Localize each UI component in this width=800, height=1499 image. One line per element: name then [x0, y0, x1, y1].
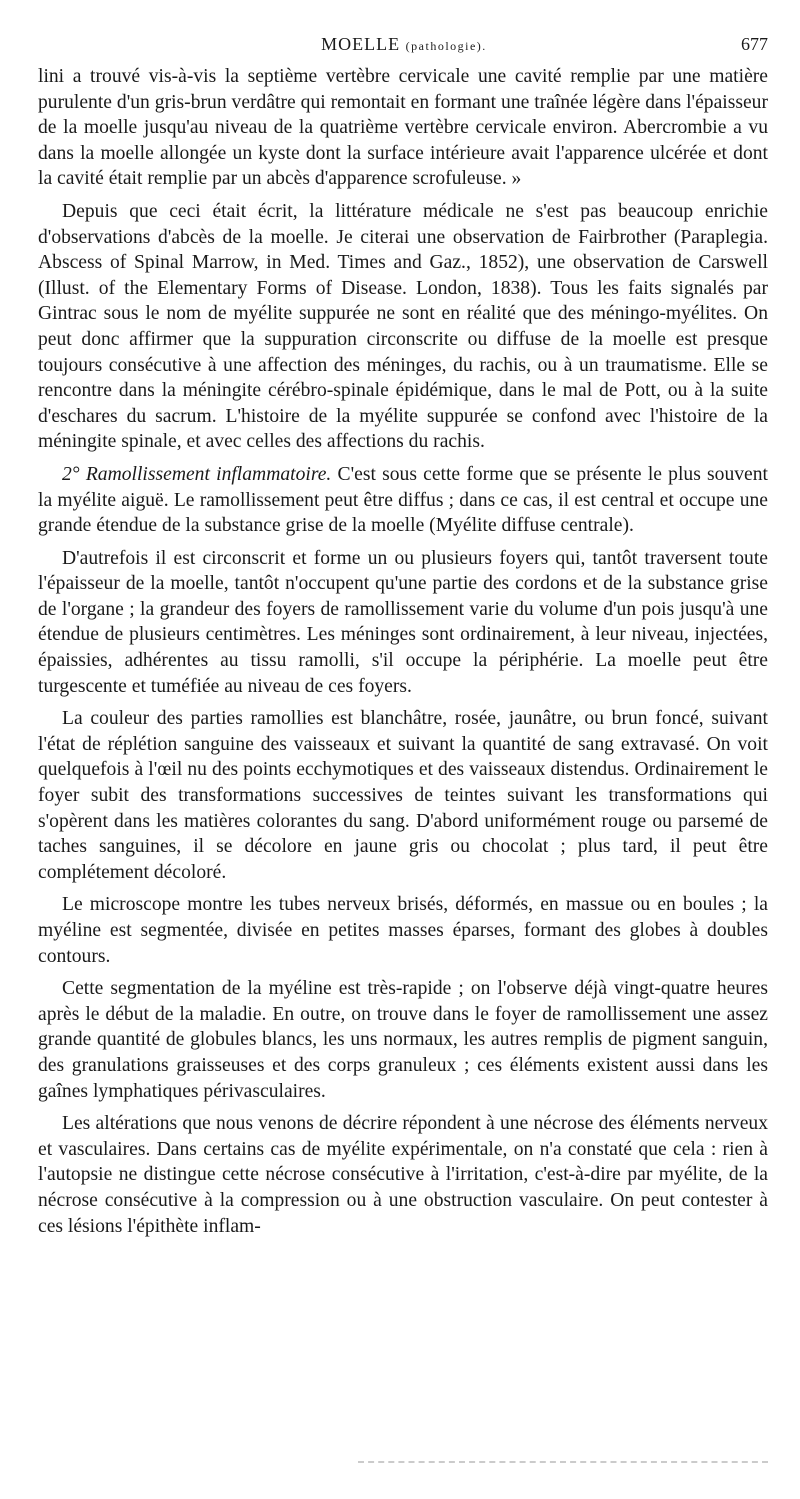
paragraph: Depuis que ceci était écrit, la littérature médicale ne s'est pas beaucoup enrichie d'observations d'abcès de la moelle. Je citerai une observation de Fairbrother (Paraplegia. Abscess of Spinal Marrow, in Med. Times and Gaz., 1852), une observation de Carswell (Illust. of the Elementary Forms of Disease. London, 1838). Tous les faits signalés par Gintrac sous le nom de myélite suppurée ne sont en réalité que des méningo-myélites. On peut donc affirmer que la suppuration circonscrite ou diffuse de la moelle est presque toujours consécutive à une affection des méninges, du rachis, ou à un traumatisme. Elle se rencontre dans la méningite cérébro-spinale épidémique, dans le mal de Pott, ou à la suite d'eschares du sacrum. L'histoire de la myélite suppurée se confond avec l'histoire de la méningite spinale, et avec celles des affections du rachis. — [38, 200, 768, 453]
paragraph: D'autrefois il est circonscrit et forme un ou plusieurs foyers qui, tantôt traversent toute l'épaisseur de la moelle, tantôt n'occupent qu'une partie des cordons et de la substance grise de l'organe ; la grandeur des foyers de ramollissement varie du volume d'un pois jusqu'à une étendue de plusieurs centimètres. Les méninges sont ordinairement, à leur niveau, injectées, épaissies, adhérentes au tissu ramolli, s'il occupe la périphérie. La moelle peut être turgescente et tuméfiée au niveau de ces foyers. — [38, 547, 768, 697]
section-heading: 2° Ramollissement inflammatoire. — [62, 463, 332, 485]
running-title-sub: (pathologie). — [405, 39, 487, 53]
paragraph-text: C'est sous cette forme que se présente le plus souvent la myélite aiguë. Le ramollissement peut être diffus ; dans ce cas, il est central et occupe une grande étendue de la substance grise de la moelle (Myélite diffuse centrale). — [38, 463, 768, 537]
bleed-through-marks — [358, 1461, 768, 1463]
body-text — [38, 64, 768, 1239]
running-title-main: MOELLE — [321, 34, 401, 54]
running-header — [40, 34, 768, 58]
paragraph: La couleur des parties ramollies est blanchâtre, rosée, jaunâtre, ou brun foncé, suivant l'état de réplétion sanguine des vaisseaux et suivant la quantité de sang extravasé. On voit quelquefois à l'œil nu des points ecchymotiques et des vaisseaux distendus. Ordinairement le foyer subit des transformations successives de teintes suivant les transformations qui s'opèrent dans les matières colorantes du sang. D'abord uniformément rouge ou parsemé de taches sanguines, il se décolore en jaune gris ou chocolat ; plus tard, il peut être complétement décoloré. — [38, 708, 768, 883]
paragraph: Les altérations que nous venons de décrire répondent à une nécrose des éléments nerveux et vasculaires. Dans certains cas de myélite expérimentale, on n'a constaté que cela : rien à l'autopsie ne distingue cette nécrose consécutive à l'irritation, c'est-à-dire par myélite, de la nécrose consécutive à la compression ou à une obstruction vasculaire. On peut contester à ces lésions l'épithète inflam- — [38, 1113, 768, 1237]
running-title — [40, 34, 768, 55]
paragraph: Le microscope montre les tubes nerveux brisés, déformés, en massue ou en boules ; la myéline est segmentée, divisée en petites masses éparses, formant des globes à doubles contours. — [38, 894, 768, 967]
paragraph — [38, 462, 768, 539]
page-number: 677 — [741, 34, 768, 54]
paragraph: Cette segmentation de la myéline est très-rapide ; on l'observe déjà vingt-quatre heures après le début de la maladie. En outre, on trouve dans le foyer de ramollissement une assez grande quantité de globules blancs, les uns normaux, les autres remplis de pigment sanguin, des granulations graisseuses et des corps granuleux ; ces éléments existent aussi dans les gaînes lymphatiques périvasculaires. — [38, 978, 768, 1102]
paragraph: lini a trouvé vis-à-vis la septième vertèbre cervicale une cavité remplie par une matière purulente d'un gris-brun verdâtre qui remontait en formant une traînée légère dans l'épaisseur de la moelle jusqu'au niveau de la quatrième vertèbre cervicale environ. Abercrombie a vu dans la moelle allongée un kyste dont la surface intérieure avait l'apparence ulcérée et dont la cavité était remplie par un abcès d'apparence scrofuleuse. » — [38, 66, 768, 190]
